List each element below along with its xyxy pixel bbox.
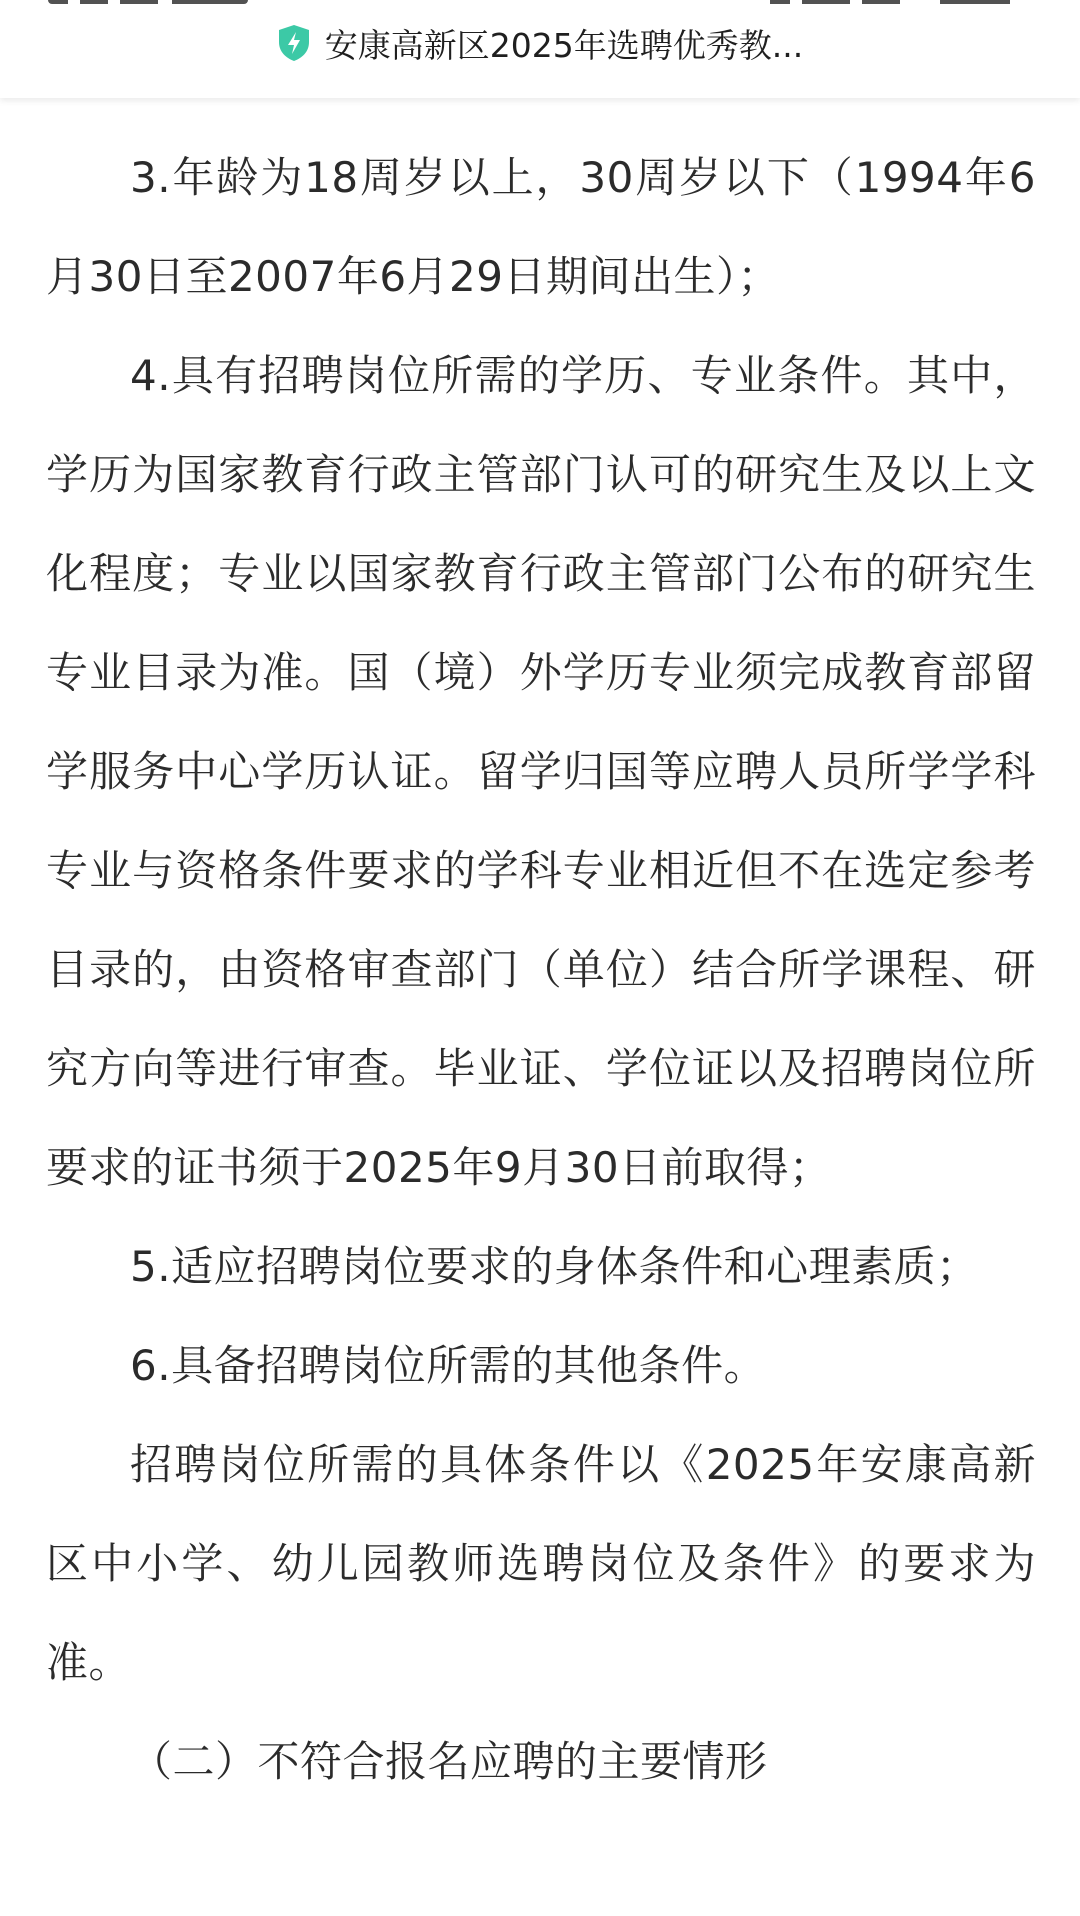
status-bar-left <box>48 0 248 4</box>
shield-bolt-icon <box>277 24 311 62</box>
section-heading: （二）不符合报名应聘的主要情形 <box>130 1737 768 1786</box>
page-title: 安康高新区2025年选聘优秀教... <box>324 25 804 65</box>
paragraph-specific-conditions: 招聘岗位所需的具体条件以《2025年安康高新区中小学、幼儿园教师选聘岗位及条件》的要求为准。 <box>46 1440 1036 1687</box>
paragraph-education: 4.具有招聘岗位所需的学历、专业条件。其中，学历为国家教育行政主管部门认可的研究生及以上文化程度；专业以国家教育行政主管部门公布的研究生专业目录为准。国（境）外学历专业须完成教育部留学服务中心学历认证。留学归国等应聘人员所学学科专业与资格条件要求的学科专业相近但不在选定参考目录的，由资格审查部门（单位）结合所学课程、研究方向等进行审查。毕业证、学位证以及招聘岗位所要求的证书须于2025年9月30日前取得； <box>46 351 1036 1192</box>
status-bar <box>0 0 1080 6</box>
paragraph-age: 3.年龄为18周岁以上，30周岁以下（1994年6月30日至2007年6月29日期间出生）； <box>46 153 1036 301</box>
browser-top-bar <box>0 0 1080 98</box>
paragraph-other-conditions: 6.具备招聘岗位所需的其他条件。 <box>130 1341 767 1390</box>
page-title-row[interactable] <box>0 18 1080 68</box>
status-bar-right <box>770 0 1010 4</box>
paragraph-physical: 5.适应招聘岗位要求的身体条件和心理素质； <box>130 1242 979 1291</box>
article-content <box>46 128 1036 1811</box>
